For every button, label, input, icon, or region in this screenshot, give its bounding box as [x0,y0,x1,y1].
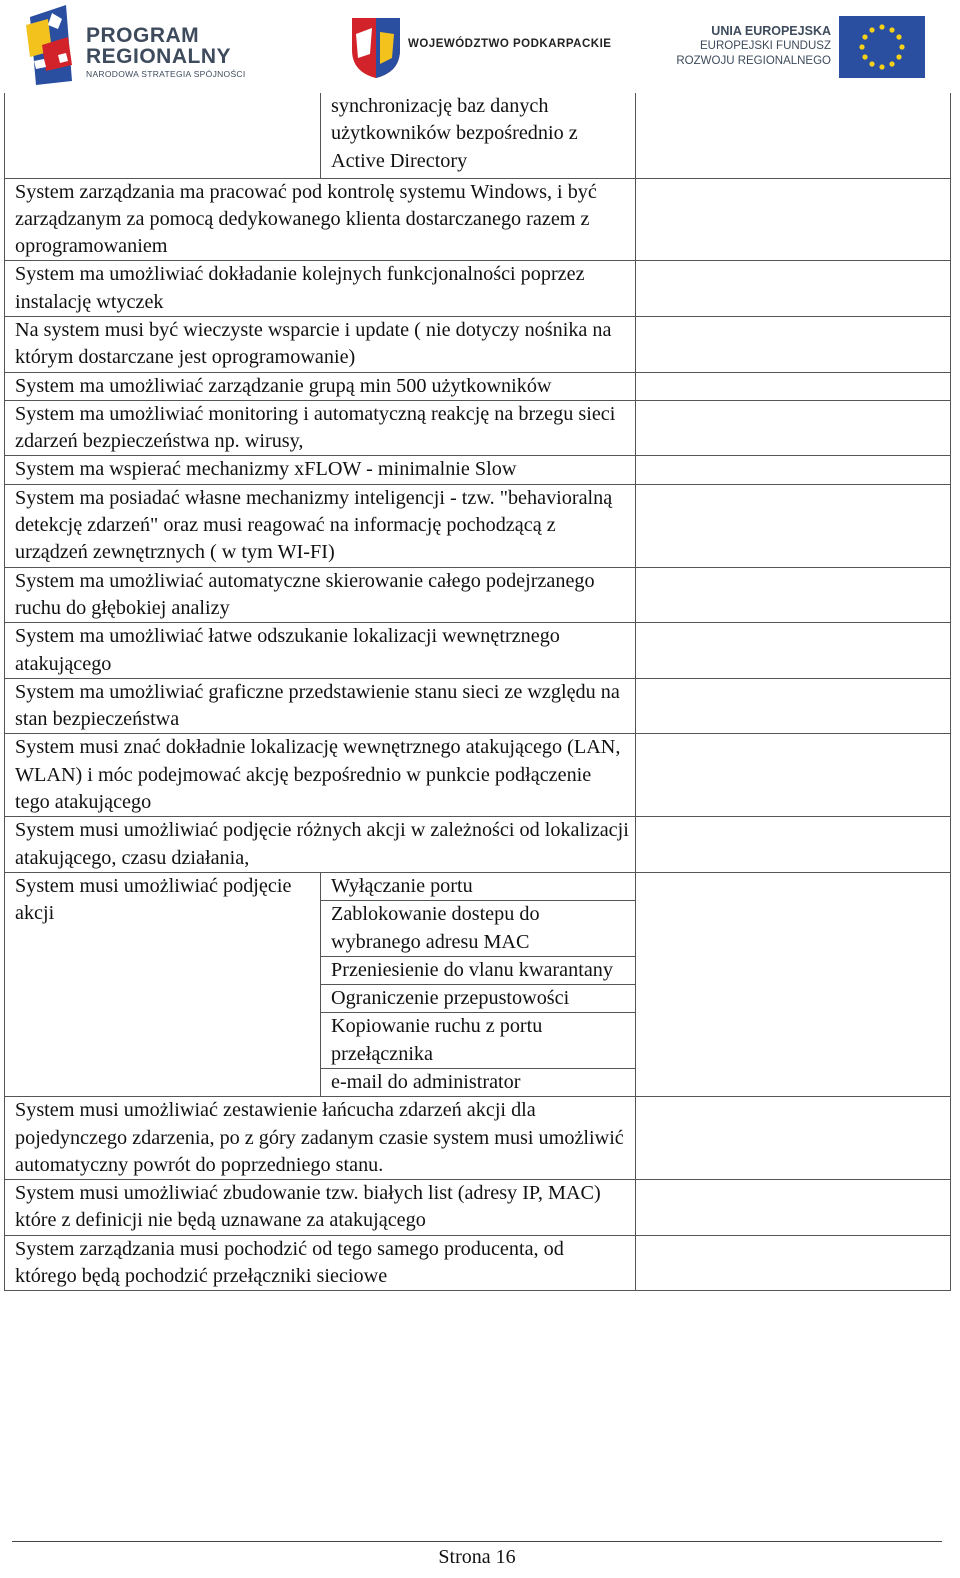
requirement-cell: System ma umożliwiać automatyczne skierowanie całego podejrzanego ruchu do głębokiej analizy [5,567,636,623]
requirements-table [4,93,951,1291]
eu-line-1: UNIA EUROPEJSKA [711,24,831,38]
page-number: Strona 16 [438,1546,516,1568]
table-row [5,456,951,484]
requirement-cell: System musi umożliwiać zbudowanie tzw. białych list (adresy IP, MAC) które z definicji nie będą uznawane za atakującego [5,1180,636,1236]
table-row [5,1235,951,1291]
action-item: Zablokowanie dostepu do wybranego adresu MAC [321,901,636,957]
requirement-cell: System musi umożliwiać podjęcie różnych akcji w zależności od lokalizacji atakującego, czasu działania, [5,817,636,873]
logo-line-3: NARODOWA STRATEGIA SPÓJNOŚCI [86,69,246,79]
table-row [5,261,951,317]
table-row [5,400,951,456]
wojewodztwo-podkarpackie-logo [350,14,620,80]
table-cell [5,93,321,178]
table-row [5,178,951,261]
page-header [0,0,960,92]
table-cell-empty [636,1097,951,1180]
requirement-cell: System ma umożliwiać graficzne przedstawienie stanu sieci ze względu na stan bezpieczeństwa [5,678,636,734]
table-cell-empty [636,400,951,456]
table-cell-empty [636,817,951,873]
action-item: Przeniesienie do vlanu kwarantany [321,956,636,984]
table-row [5,372,951,400]
table-cell-empty [636,484,951,567]
requirement-cell: System musi znać dokładnie lokalizację wewnętrznego atakującego (LAN, WLAN) i móc podejmować akcję bezpośrednio w punkcie podłączenie tego atakującego [5,734,636,817]
table-row [5,93,951,178]
requirement-cell: System ma umożliwiać monitoring i automatyczną reakcję na brzegu sieci zdarzeń bezpieczeństwa np. wirusy, [5,400,636,456]
logo-line-2: REGIONALNY [86,45,232,68]
table-cell-empty [636,623,951,679]
action-item: Wyłączanie portu [321,872,636,900]
table-cell-empty [636,872,951,1096]
table-cell-empty [636,1180,951,1236]
table-row [5,623,951,679]
program-regionalny-logo [22,5,262,85]
requirement-cell: System ma umożliwiać łatwe odszukanie lokalizacji wewnętrznego atakującego [5,623,636,679]
requirement-cell: System zarządzania musi pochodzić od tego samego producenta, od którego będą pochodzić przełączniki sieciowe [5,1235,636,1291]
table-row [5,1097,951,1180]
table-cell-empty [636,734,951,817]
table-row [5,316,951,372]
table-row [5,1180,951,1236]
eu-logo [676,14,931,80]
table-row [5,678,951,734]
program-regionalny-emblem [22,5,82,85]
requirement-cell: System ma umożliwiać zarządzanie grupą min 500 użytkowników [5,372,636,400]
table-cell-empty [636,567,951,623]
table-row [5,567,951,623]
region-name: WOJEWÓDZTWO PODKARPACKIE [408,38,612,50]
footer-divider [12,1541,942,1542]
requirement-cell: System ma wspierać mechanizmy xFLOW - minimalnie Slow [5,456,636,484]
requirement-cell: System ma posiadać własne mechanizmy inteligencji - tzw. "behavioralną detekcję zdarzeń" oraz musi reagować na informację pochodzącą z urządzeń zewnętrznych ( w tym WI-FI) [5,484,636,567]
eu-line-2: EUROPEJSKI FUNDUSZ [700,40,831,52]
coat-of-arms-icon [350,14,402,80]
action-item: Kopiowanie ruchu z portu przełącznika [321,1013,636,1069]
table-cell: synchronizację baz danych użytkowników bezpośrednio z Active Directory [321,93,636,178]
action-item: Ograniczenie przepustowości [321,985,636,1013]
requirement-cell: System ma umożliwiać dokładanie kolejnych funkcjonalności poprzez instalację wtyczek [5,261,636,317]
table-cell-empty [636,1235,951,1291]
requirement-cell: System zarządzania ma pracować pod kontrolę systemu Windows, i być zarządzanym za pomocą dedykowanego klienta dostarczanego razem z oprogramowaniem [5,178,636,261]
logo-line-1: PROGRAM [86,24,200,47]
table-row [5,872,951,900]
table-cell-empty [636,178,951,261]
requirement-cell: System musi umożliwiać zestawienie łańcucha zdarzeń akcji dla pojedynczego zdarzenia, po z góry zadanym czasie system musi umożliwić automatyczny powrót do poprzedniego stanu. [5,1097,636,1180]
table-cell-empty [636,93,951,178]
table-cell-empty [636,456,951,484]
actions-label-cell: System musi umożliwiać podjęcie akcji [5,872,321,1096]
table-cell-empty [636,261,951,317]
action-item: e-mail do administrator [321,1069,636,1097]
table-cell-empty [636,372,951,400]
eu-line-3: ROZWOJU REGIONALNEGO [676,55,831,67]
table-row [5,817,951,873]
table-cell-empty [636,678,951,734]
eu-flag-icon [839,16,925,78]
table-row [5,734,951,817]
table-row [5,484,951,567]
table-cell-empty [636,316,951,372]
requirement-cell: Na system musi być wieczyste wsparcie i update ( nie dotyczy nośnika na którym dostarczane jest oprogramowanie) [5,316,636,372]
